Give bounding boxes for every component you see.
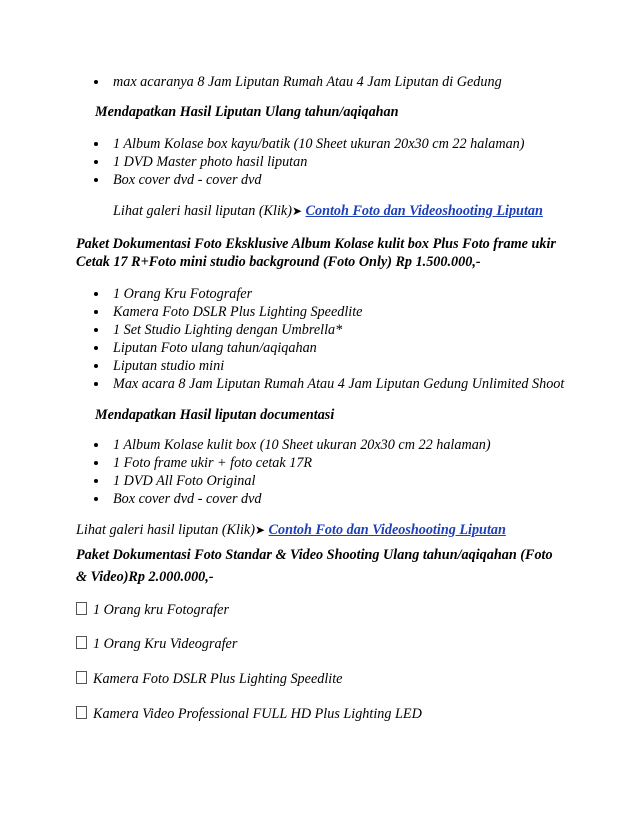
list-item: 1 DVD All Foto Original [113, 473, 256, 489]
list-item: Kamera Foto DSLR Plus Lighting Speedlite [113, 304, 363, 320]
bullet-icon [94, 80, 98, 84]
bullet-icon [94, 346, 98, 350]
list-item-label: 1 Orang Kru Videografer [93, 636, 238, 652]
gallery-text: Lihat galeri hasil liputan (Klik) [76, 522, 255, 538]
list-item: Box cover dvd - cover dvd [113, 491, 262, 507]
list-item-label: Kamera Video Professional FULL HD Plus Lighting LED [93, 706, 422, 722]
list-item: Max acara 8 Jam Liputan Rumah Atau 4 Jam Liputan Gedung Unlimited Shoot [113, 376, 565, 392]
gallery-link[interactable]: Contoh Foto dan Videoshooting Liputan [305, 203, 543, 219]
arrow-right-icon: ➤ [254, 523, 265, 537]
list-item-label: 1 Orang kru Fotografer [93, 602, 229, 618]
package-title-line1: Paket Dokumentasi Foto Eksklusive Album Kolase kulit box Plus Foto frame ukir [76, 236, 556, 252]
package-title-line1: Paket Dokumentasi Foto Standar & Video Shooting Ulang tahun/aqiqahan (Foto [76, 547, 553, 563]
list-item: Liputan Foto ulang tahun/aqiqahan [113, 340, 317, 356]
missing-glyph-icon [76, 671, 87, 684]
section-heading: Mendapatkan Hasil Liputan Ulang tahun/aqiqahan [95, 104, 399, 120]
list-item: 1 DVD Master photo hasil liputan [113, 154, 308, 170]
missing-glyph-icon [76, 706, 87, 719]
list-item [76, 635, 237, 653]
list-item: 1 Set Studio Lighting dengan Umbrella* [113, 322, 343, 338]
bullet-icon [94, 461, 98, 465]
bullet-icon [94, 382, 98, 386]
section-heading: Mendapatkan Hasil liputan documentasi [95, 407, 335, 423]
list-item: 1 Orang Kru Fotografer [113, 286, 253, 302]
bullet-icon [94, 310, 98, 314]
missing-glyph-icon [76, 602, 87, 615]
bullet-icon [94, 178, 98, 182]
bullet-icon [94, 497, 98, 501]
list-item: Box cover dvd - cover dvd [113, 172, 262, 188]
package-title-line2: & Video)Rp 2.000.000,- [76, 569, 214, 585]
list-item: max acaranya 8 Jam Liputan Rumah Atau 4 Jam Liputan di Gedung [113, 74, 502, 90]
bullet-icon [94, 160, 98, 164]
list-item: Liputan studio mini [113, 358, 225, 374]
bullet-icon [94, 443, 98, 447]
package-title-line2: Cetak 17 R+Foto mini studio background (Foto Only) Rp 1.500.000,- [76, 254, 481, 270]
bullet-icon [94, 142, 98, 146]
list-item [76, 601, 229, 619]
list-item: 1 Foto frame ukir + foto cetak 17R [113, 455, 313, 471]
gallery-line [76, 521, 506, 539]
gallery-line [113, 202, 543, 220]
gallery-link[interactable]: Contoh Foto dan Videoshooting Liputan [268, 522, 506, 538]
bullet-icon [94, 328, 98, 332]
list-item [76, 705, 422, 723]
list-item: 1 Album Kolase kulit box (10 Sheet ukuran 20x30 cm 22 halaman) [113, 437, 491, 453]
list-item: 1 Album Kolase box kayu/batik (10 Sheet ukuran 20x30 cm 22 halaman) [113, 136, 525, 152]
bullet-icon [94, 292, 98, 296]
list-item [76, 670, 342, 688]
arrow-right-icon: ➤ [291, 204, 302, 218]
list-item-label: Kamera Foto DSLR Plus Lighting Speedlite [93, 671, 343, 687]
missing-glyph-icon [76, 636, 87, 649]
gallery-text: Lihat galeri hasil liputan (Klik) [113, 203, 292, 219]
bullet-icon [94, 479, 98, 483]
bullet-icon [94, 364, 98, 368]
